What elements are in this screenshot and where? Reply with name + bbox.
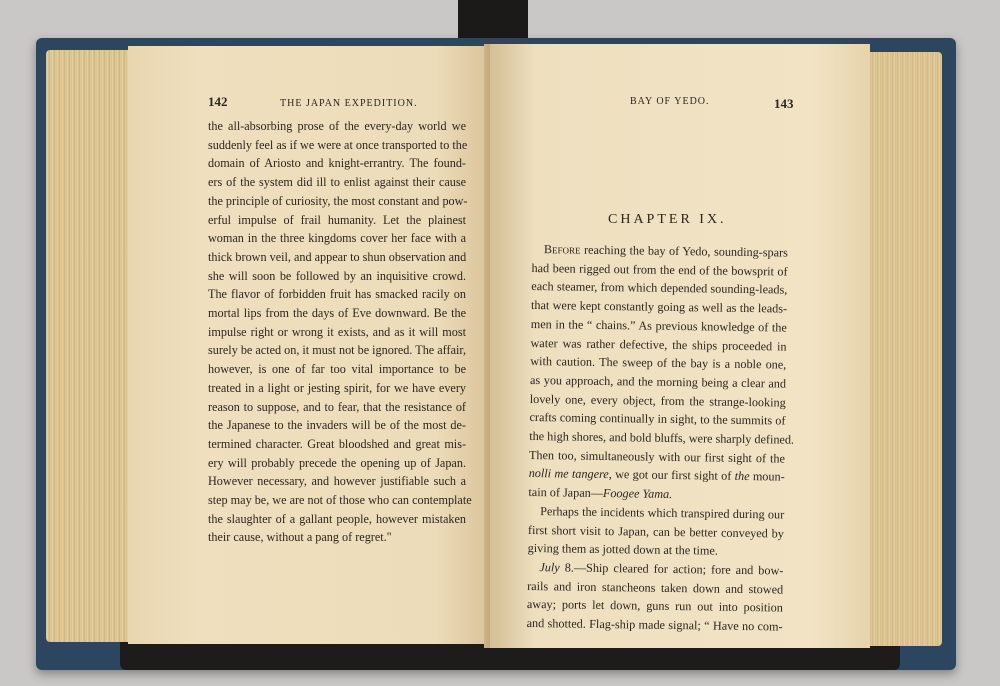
text-line: crafts coming continually in sight, to the summits of [529, 410, 786, 428]
text-line: that were kept constantly going as well as the leads- [530, 298, 788, 316]
chapter-lead-word: Before [543, 242, 581, 257]
text-line: domain of Ariosto and knight-errantry. The found- [208, 156, 466, 171]
text-line: giving them as jotted down at the time. [527, 541, 719, 558]
text-line: however, is one of far too vital importance to be [208, 362, 466, 377]
text-line: Then too, simultaneously with our first sight of the [528, 447, 786, 466]
text-line: termined character. Great bloodshed and great mis- [208, 436, 466, 451]
text-line: and shotted. Flag-ship made signal; “ Have no com- [526, 616, 783, 634]
text-line: the high shores, and bold bluffs, were sharply defined. [529, 429, 795, 447]
chapter-title: CHAPTER IX. [608, 212, 727, 227]
text-line: treated in a light or jesting spirit, for we have every [208, 380, 466, 395]
text-line: tain of Japan—Foogee Yama. [528, 485, 673, 502]
text-line: mortal lips from the days of Eve downward. Be the [208, 306, 466, 321]
right-body-text [526, 240, 795, 636]
text-line: first short visit to Japan, can be better conveyed by [527, 522, 785, 541]
text-line: away; ports let down, guns run out into position [526, 597, 783, 615]
left-running-head: THE JAPAN EXPEDITION. [280, 98, 418, 109]
paragraph-three [527, 577, 784, 637]
text-line: woman in the three kingdoms cover her face with a [208, 231, 466, 246]
text-line: men in the “ chains.” As previous knowledge of the [530, 316, 787, 335]
text-line: However necessary, and however justifiable such a [208, 474, 466, 489]
journal-date: July [539, 560, 560, 575]
right-page-number: 143 [774, 96, 794, 111]
text-line: reason to suppose, and to fear, that the resistance of [208, 399, 466, 414]
text-line: ers of the system did ill to enlist against their cause [208, 175, 466, 190]
page-edges-left [46, 50, 132, 642]
text-line: impulse right or wrong it exists, and as it will most [208, 324, 466, 339]
text-line: step may be, we are not of those who can contemplate [208, 493, 472, 508]
text-line: The flavor of forbidden fruit has smacked racily on [208, 287, 466, 302]
text-line: she will soon be followed by an inquisitive crowd. [208, 268, 466, 283]
text-line: the principle of curiosity, the most constant and pow- [208, 193, 468, 208]
text-line: had been rigged out from the end of the bowsprit of [531, 260, 788, 279]
italic-phrase: nolli me tangere [528, 466, 609, 482]
text-line: the Japanese to the invaders will be of the most de- [208, 418, 466, 433]
text-line: erful impulse of frail humanity. Let the plainest [208, 212, 466, 227]
page-edges-right [866, 52, 942, 646]
text-line: their cause, without a pang of regret." [208, 530, 392, 545]
paragraph-two [528, 502, 785, 562]
text-line: suddenly feel as if we were at once transported to the [208, 137, 468, 152]
text-line: water was rather defective, the ships proceeded in [530, 335, 787, 354]
left-body-text [208, 117, 472, 547]
text-line: lovely one, every object, from the strange-looking [529, 391, 786, 410]
text-line: Before reaching the bay of Yedo, sounding-spars [543, 242, 788, 260]
text-line: as you approach, and the morning being a clear and [529, 372, 787, 391]
left-page-number: 142 [208, 94, 228, 109]
text-line: Perhaps the incidents which transpired during our [540, 503, 785, 522]
italic-place-name: Foogee Yama. [602, 486, 673, 502]
text-line: ery will probably precede the opening up of Japan. [208, 455, 466, 470]
paragraph-one [528, 259, 795, 468]
right-page [490, 44, 870, 648]
text-line: surely be acted on, it must not be ignored. The affair, [208, 343, 466, 358]
text-line: July 8.—Ship cleared for action; fore and bow- [539, 560, 784, 578]
text-line: nolli me tangere, we got our first sight of the moun- [528, 466, 785, 484]
text-line: the slaughter of a gallant people, however mistaken [208, 511, 466, 526]
text-line: with caution. The sweep of the bay is a noble one, [530, 354, 787, 372]
right-running-head: BAY OF YEDO. [630, 96, 710, 107]
text-line: thick brown veil, and appear to shun observation and [208, 249, 467, 264]
text-line: rails and iron stancheons taken down and stowed [527, 578, 784, 597]
text-line: each steamer, from which depended sounding-leads, [531, 279, 788, 297]
left-page [128, 46, 490, 644]
text-line: the all-absorbing prose of the every-day world we [208, 119, 466, 133]
